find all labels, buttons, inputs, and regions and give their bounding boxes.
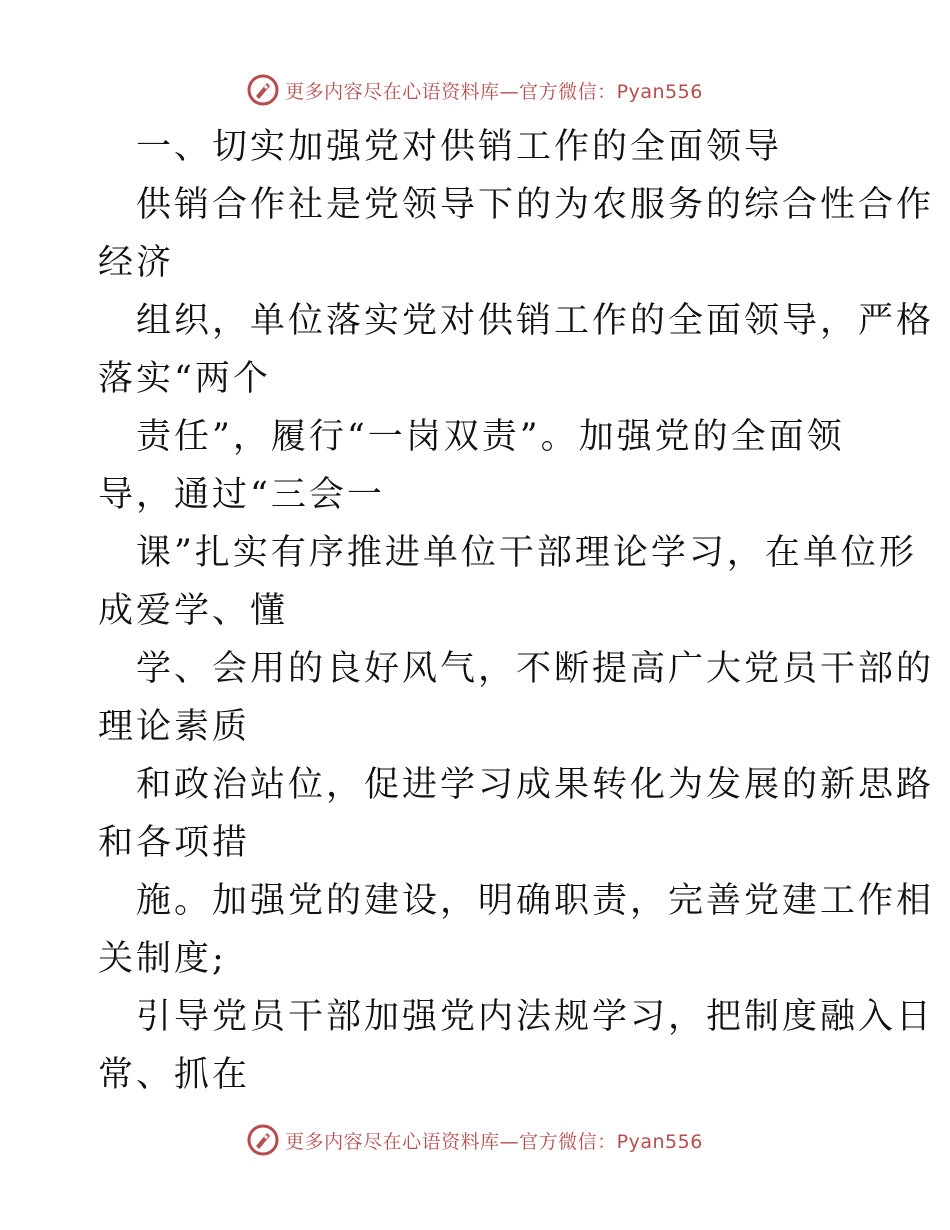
paragraph-line: 成爱学、懂 xyxy=(98,591,289,631)
paragraph-line: 组织，单位落实党对供销工作的全面领导，严格 xyxy=(136,301,935,341)
pen-nib-logo-icon xyxy=(247,1124,279,1156)
paragraph-line: 常、抓在 xyxy=(98,1055,251,1095)
paragraph-line: 理论素质 xyxy=(98,707,251,747)
paragraph-line: 和政治站位，促进学习成果转化为发展的新思路 xyxy=(136,765,935,805)
banner-text: 更多内容尽在心语资料库—官方微信：Pyan556 xyxy=(285,80,703,103)
paragraph-line: 施。加强党的建设，明确职责，完善党建工作相 xyxy=(136,881,935,921)
paragraph-line: 和各项措 xyxy=(98,823,251,863)
banner-text: 更多内容尽在心语资料库—官方微信：Pyan556 xyxy=(285,1130,703,1153)
paragraph-line: 经济 xyxy=(98,243,175,283)
paragraph-line: 导，通过“三会一 xyxy=(98,475,385,515)
pen-nib-logo-icon xyxy=(247,74,279,106)
section-heading: 一、切实加强党对供销工作的全面领导 xyxy=(136,127,783,167)
paragraph-line: 责任”，履行“一岗双责”。加强党的全面领 xyxy=(136,417,845,457)
paragraph-line: 关制度; xyxy=(98,939,227,979)
paragraph-line: 学、会用的良好风气，不断提高广大党员干部的 xyxy=(136,649,935,689)
header-banner xyxy=(0,70,950,110)
footer-banner xyxy=(0,1120,950,1160)
paragraph-line: 供销合作社是党领导下的为农服务的综合性合作 xyxy=(136,185,935,225)
paragraph-line: 课”扎实有序推进单位干部理论学习，在单位形 xyxy=(136,533,917,573)
paragraph-line: 引导党员干部加强党内法规学习，把制度融入日 xyxy=(136,997,935,1037)
paragraph-line: 落实“两个 xyxy=(98,359,271,399)
